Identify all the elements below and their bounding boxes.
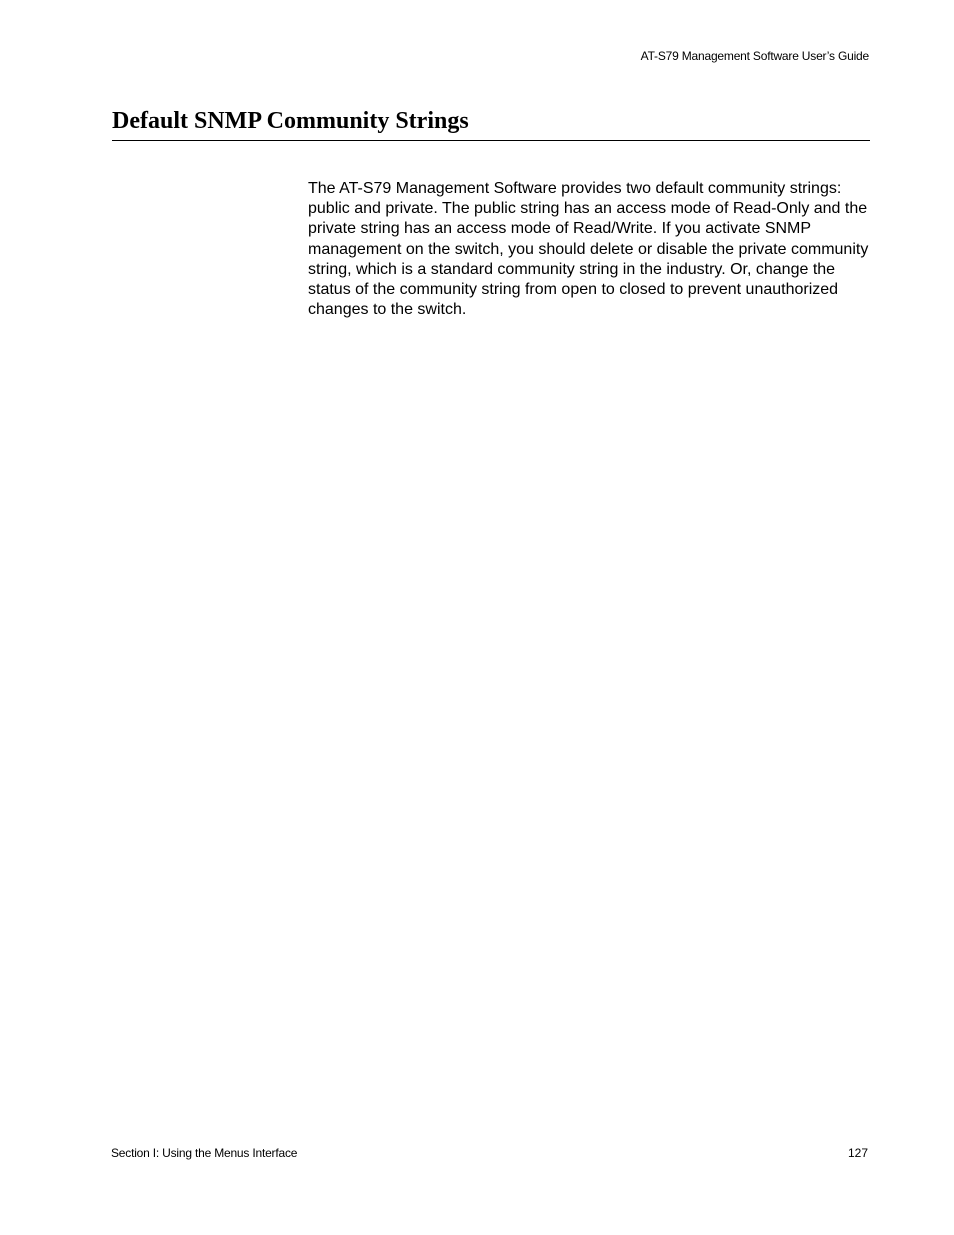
- section-heading: Default SNMP Community Strings: [112, 106, 870, 141]
- body-paragraph: The AT-S79 Management Software provides two default community strings: public and private. The public string has an access mode of Read-Only and the private string has an access mode of Read/Write. If you activate SNMP management on the switch, you should delete or disable the private community string, which is a standard community string in the industry. Or, change the status of the community string from open to closed to prevent unauthorized changes to the switch.: [308, 180, 869, 319]
- page-number: 127: [847, 1146, 868, 1160]
- footer-section-label: Section I: Using the Menus Interface: [111, 1146, 298, 1160]
- running-header: AT-S79 Management Software User’s Guide: [640, 49, 869, 63]
